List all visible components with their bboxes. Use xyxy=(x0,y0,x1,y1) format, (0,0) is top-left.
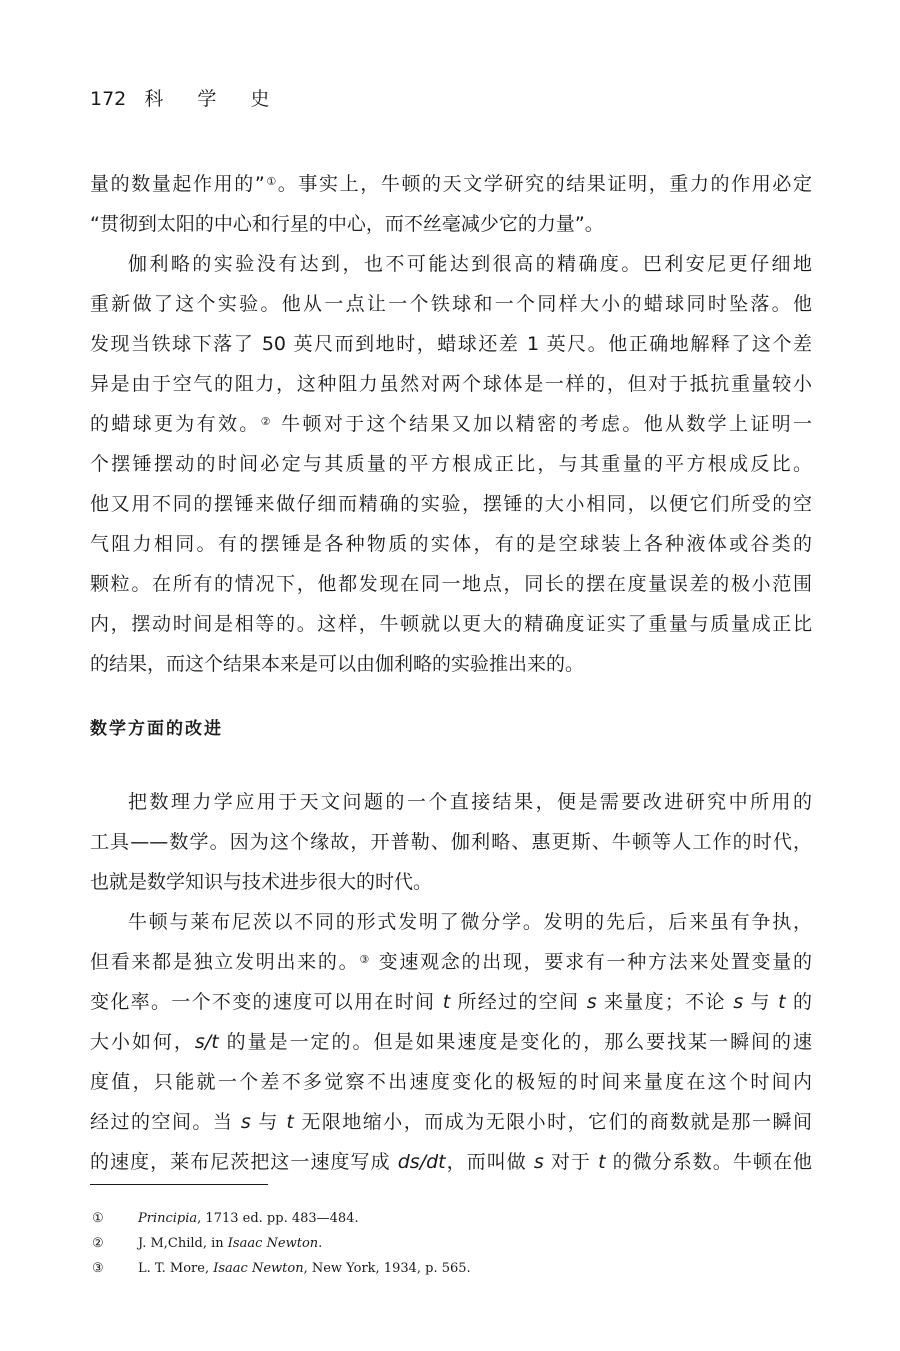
text-line: 度值，只能就一个差不多觉察不出速度变化的极短的时间来量度在这个时间内 xyxy=(90,1071,812,1093)
footnote-ref-2[interactable]: ② xyxy=(260,415,273,428)
text-line: 颗粒。在所有的情况下，他都发现在同一地点，同长的摆在度量误差的极小范围 xyxy=(90,573,812,595)
text-line: 的结果，而这个结果本来是可以由伽利略的实验推出来的。 xyxy=(90,653,585,675)
text-line: 牛顿与莱布尼茨以不同的形式发明了微分学。发明的先后，后来虽有争执， xyxy=(128,911,812,933)
footnote-ref-3[interactable]: ③ xyxy=(359,953,371,966)
paragraph-1 xyxy=(90,164,812,244)
section-heading: 数学方面的改进 xyxy=(90,719,223,739)
text-line: 他又用不同的摆锤来做仔细而精确的实验，摆锤的大小相同，以便它们所受的空 xyxy=(90,493,812,515)
text-line: 的蜡球更为有效。② 牛顿对于这个结果又加以精密的考虑。他从数学上证明一 xyxy=(90,413,812,435)
text-line: 大小如何，s/t 的量是一定的。但是如果速度是变化的，那么要找某一瞬间的速 xyxy=(90,1031,812,1053)
text-line: 工具——数学。因为这个缘故，开普勒、伽利略、惠更斯、牛顿等人工作的时代， xyxy=(90,831,812,853)
text-line: 量的数量起作用的”①。事实上，牛顿的天文学研究的结果证明，重力的作用必定 xyxy=(90,173,812,195)
text-line: 个摆锤摆动的时间必定与其质量的平方根成正比，与其重量的平方根成反比。 xyxy=(90,453,812,475)
footnote-mark: ② xyxy=(92,1236,104,1251)
footnote-mark: ③ xyxy=(92,1261,104,1276)
footnote-mark: ① xyxy=(92,1211,104,1226)
text-line: 也就是数学知识与技术进步很大的时代。 xyxy=(90,871,433,893)
text-line: 发现当铁球下落了 50 英尺而到地时，蜡球还差 1 英尺。他正确地解释了这个差 xyxy=(90,333,812,355)
text-line: 异是由于空气的阻力，这种阻力虽然对两个球体是一样的，但对于抵抗重量较小 xyxy=(90,373,812,395)
text-line: 伽利略的实验没有达到，也不可能达到很高的精确度。巴利安尼更仔细地 xyxy=(128,253,812,275)
text-line: 变化率。一个不变的速度可以用在时间 t 所经过的空间 s 来量度；不论 s 与 t 的 xyxy=(90,991,812,1013)
text-line: 但看来都是独立发明出来的。③ 变速观念的出现，要求有一种方法来处置变量的 xyxy=(90,951,812,973)
text-line: “贯彻到太阳的中心和行星的中心，而不丝毫减少它的力量”。 xyxy=(90,213,604,235)
footnotes xyxy=(92,1206,812,1281)
paragraph-3 xyxy=(90,782,812,902)
text-line: 重新做了这个实验。他从一点让一个铁球和一个同样大小的蜡球同时坠落。他 xyxy=(90,293,812,315)
running-head xyxy=(90,84,283,111)
text-line: 内，摆动时间是相等的。这样，牛顿就以更大的精确度证实了重量与质量成正比 xyxy=(90,613,812,635)
footnote-1: ① Principia, 1713 ed. pp. 483—484. xyxy=(92,1206,812,1231)
footnote-2: ② J. M,Child, in Isaac Newton. xyxy=(92,1231,812,1256)
text-line: 气阻力相同。有的摆锤是各种物质的实体，有的是空球装上各种液体或谷类的 xyxy=(90,533,812,555)
page-number: 172 xyxy=(90,88,127,110)
text-line: 经过的空间。当 s 与 t 无限地缩小，而成为无限小时，它们的商数就是那一瞬间 xyxy=(90,1111,812,1133)
text-line: 把数理力学应用于天文问题的一个直接结果，便是需要改进研究中所用的 xyxy=(128,791,812,813)
footnote-3: ③ L. T. More, Isaac Newton, New York, 1934, p. 565. xyxy=(92,1256,812,1281)
book-title: 科 学 史 xyxy=(144,88,284,110)
paragraph-4 xyxy=(90,902,812,1182)
paragraph-2 xyxy=(90,244,812,684)
footnote-ref-1[interactable]: ① xyxy=(264,175,278,188)
text-line: 的速度，莱布尼茨把这一速度写成 ds/dt，而叫做 s 对于 t 的微分系数。牛顿在他 xyxy=(90,1151,812,1173)
footnote-divider xyxy=(90,1184,268,1185)
